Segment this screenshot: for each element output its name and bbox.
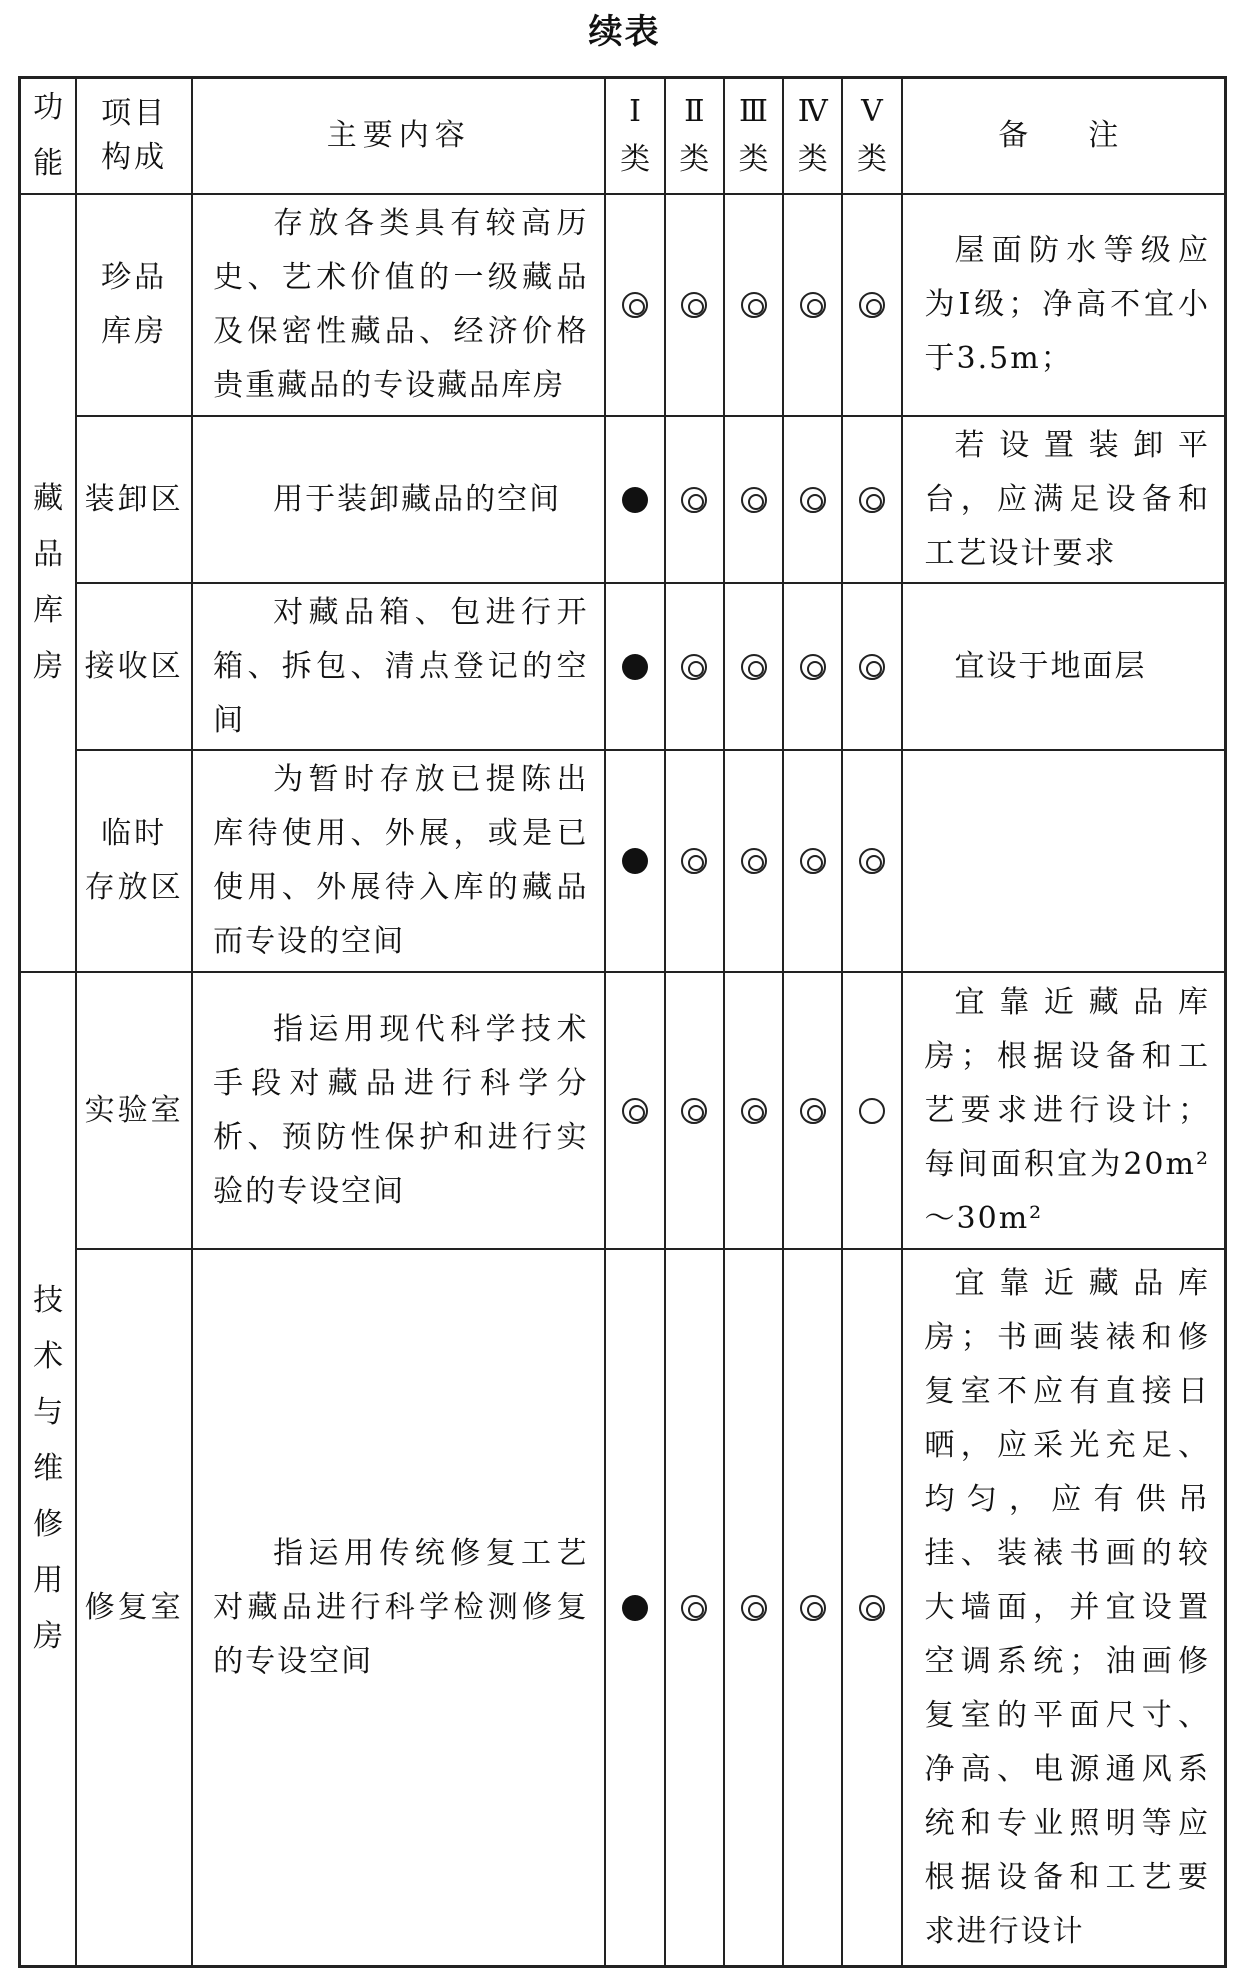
double-circle-icon	[741, 848, 767, 874]
function-cell	[20, 194, 77, 972]
double-circle-icon	[681, 487, 707, 513]
double-circle-icon	[800, 292, 826, 318]
open-circle-icon	[859, 1098, 885, 1124]
header-note: 备注	[902, 78, 1226, 195]
wrapped-label: 装卸区	[84, 481, 184, 517]
wrapped-label: 接收区	[84, 648, 184, 684]
item-cell	[76, 194, 192, 416]
wrapped-label: Ⅳ 类	[797, 94, 828, 178]
wrapped-label: 修复室	[84, 1589, 184, 1625]
table-row	[20, 194, 1226, 416]
note-text: 屋面防水等级应为Ⅰ级；净高不宜小于3.5m；	[924, 233, 1210, 377]
class-4-mark-cell	[783, 194, 842, 416]
double-circle-icon	[741, 654, 767, 680]
double-circle-icon	[622, 292, 648, 318]
class-4-mark-cell	[783, 750, 842, 972]
class-3-mark-cell	[724, 1249, 783, 1966]
class-2-mark-cell	[665, 750, 724, 972]
double-circle-icon	[859, 1595, 885, 1621]
double-circle-icon	[741, 487, 767, 513]
filled-circle-icon	[622, 848, 648, 874]
header-class-4	[783, 78, 842, 195]
note-cell	[902, 1249, 1226, 1966]
class-1-mark-cell	[605, 750, 664, 972]
content-text: 用于装卸藏品的空间	[273, 481, 562, 517]
wrapped-label: 珍品 库房	[101, 260, 168, 350]
header-row	[20, 78, 1226, 195]
class-3-mark-cell	[724, 194, 783, 416]
table-title: 续表	[588, 12, 661, 52]
wrapped-label: Ⅰ 类	[620, 94, 651, 178]
table-row	[20, 750, 1226, 972]
content-text: 指运用传统修复工艺对藏品进行科学检测修复的专设空间	[213, 1535, 589, 1679]
vertical-label: 技 术 与 维 修 用 房	[33, 1283, 64, 1655]
filled-circle-icon	[622, 1595, 648, 1621]
note-text: 宜设于地面层	[954, 648, 1147, 684]
class-4-mark-cell	[783, 416, 842, 583]
header-class-5	[842, 78, 901, 195]
spec-table	[18, 76, 1227, 1968]
double-circle-icon	[859, 654, 885, 680]
content-text: 对藏品箱、包进行开箱、拆包、清点登记的空间	[213, 594, 589, 738]
class-4-mark-cell	[783, 1249, 842, 1966]
note-text: 宜靠近藏品库房；根据设备和工艺要求进行设计；每间面积宜为20m²～30m²	[924, 984, 1210, 1236]
double-circle-icon	[859, 848, 885, 874]
double-circle-icon	[800, 1098, 826, 1124]
double-circle-icon	[741, 292, 767, 318]
class-1-mark-cell	[605, 416, 664, 583]
double-circle-icon	[681, 848, 707, 874]
content-cell	[192, 194, 605, 416]
filled-circle-icon	[622, 654, 648, 680]
class-5-mark-cell	[842, 972, 901, 1249]
header-item	[76, 78, 192, 195]
class-5-mark-cell	[842, 583, 901, 750]
header-class-1	[605, 78, 664, 195]
content-cell	[192, 1249, 605, 1966]
class-5-mark-cell	[842, 416, 901, 583]
double-circle-icon	[859, 487, 885, 513]
filled-circle-icon	[622, 487, 648, 513]
item-cell	[76, 416, 192, 583]
double-circle-icon	[681, 1098, 707, 1124]
double-circle-icon	[681, 654, 707, 680]
content-text: 指运用现代科学技术手段对藏品进行科学分析、预防性保护和进行实验的专设空间	[213, 1011, 589, 1209]
wrapped-label: 实验室	[84, 1092, 184, 1128]
class-3-mark-cell	[724, 750, 783, 972]
double-circle-icon	[800, 1595, 826, 1621]
note-cell	[902, 750, 1226, 972]
class-3-mark-cell	[724, 583, 783, 750]
wrapped-label: Ⅱ 类	[679, 94, 710, 178]
content-text: 为暂时存放已提陈出库待使用、外展，或是已使用、外展待入库的藏品而专设的空间	[213, 762, 589, 960]
vertical-label: 功 能	[33, 90, 64, 182]
table-row	[20, 416, 1226, 583]
class-2-mark-cell	[665, 1249, 724, 1966]
double-circle-icon	[800, 487, 826, 513]
wrapped-label: 项目 构成	[101, 96, 168, 176]
class-1-mark-cell	[605, 972, 664, 1249]
wrapped-label: 临时 存放区	[84, 816, 184, 906]
double-circle-icon	[681, 292, 707, 318]
class-2-mark-cell	[665, 416, 724, 583]
note-text: 若设置装卸平台，应满足设备和工艺设计要求	[924, 427, 1210, 571]
double-circle-icon	[800, 848, 826, 874]
class-1-mark-cell	[605, 194, 664, 416]
class-3-mark-cell	[724, 972, 783, 1249]
class-2-mark-cell	[665, 972, 724, 1249]
content-cell	[192, 583, 605, 750]
table-row	[20, 972, 1226, 1249]
content-cell	[192, 416, 605, 583]
item-cell	[76, 1249, 192, 1966]
note-cell	[902, 416, 1226, 583]
class-5-mark-cell	[842, 1249, 901, 1966]
class-2-mark-cell	[665, 194, 724, 416]
note-cell	[902, 194, 1226, 416]
class-3-mark-cell	[724, 416, 783, 583]
table-row	[20, 583, 1226, 750]
class-2-mark-cell	[665, 583, 724, 750]
note-cell	[902, 583, 1226, 750]
wrapped-label: Ⅲ 类	[738, 94, 769, 178]
header-class-2	[665, 78, 724, 195]
class-4-mark-cell	[783, 583, 842, 750]
double-circle-icon	[741, 1098, 767, 1124]
function-cell	[20, 972, 77, 1966]
item-cell	[76, 583, 192, 750]
class-5-mark-cell	[842, 750, 901, 972]
table-row	[20, 1249, 1226, 1966]
content-text: 存放各类具有较高历史、艺术价值的一级藏品及保密性藏品、经济价格贵重藏品的专设藏品库房	[213, 206, 589, 404]
double-circle-icon	[800, 654, 826, 680]
double-circle-icon	[622, 1098, 648, 1124]
vertical-label: 藏 品 库 房	[33, 481, 64, 685]
content-cell	[192, 972, 605, 1249]
class-4-mark-cell	[783, 972, 842, 1249]
double-circle-icon	[859, 292, 885, 318]
double-circle-icon	[741, 1595, 767, 1621]
wrapped-label: Ⅴ 类	[856, 94, 887, 178]
item-cell	[76, 750, 192, 972]
note-cell	[902, 972, 1226, 1249]
class-1-mark-cell	[605, 1249, 664, 1966]
header-function	[20, 78, 77, 195]
header-class-3	[724, 78, 783, 195]
note-text: 宜靠近藏品库房；书画装裱和修复室不应有直接日晒，应采光充足、均匀，应有供吊挂、装裱书画的较大墙面，并宜设置空调系统；油画修复室的平面尺寸、净高、电源通风系统和专业照明等应根据设备和工艺要求进行设计	[924, 1265, 1210, 1949]
class-1-mark-cell	[605, 583, 664, 750]
item-cell	[76, 972, 192, 1249]
class-5-mark-cell	[842, 194, 901, 416]
content-cell	[192, 750, 605, 972]
double-circle-icon	[681, 1595, 707, 1621]
header-content: 主要内容	[192, 78, 605, 195]
